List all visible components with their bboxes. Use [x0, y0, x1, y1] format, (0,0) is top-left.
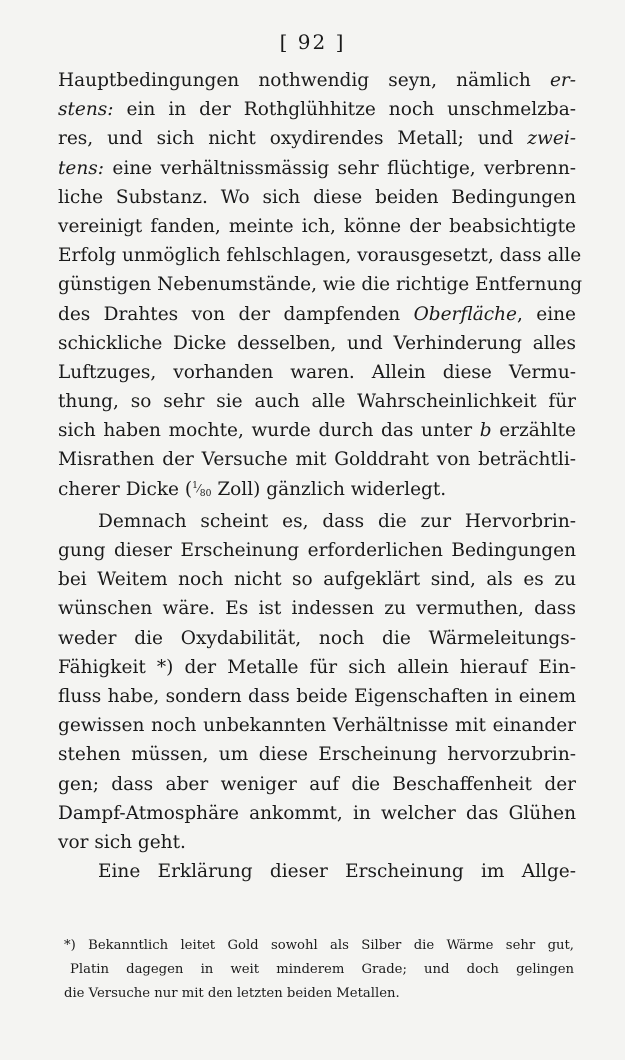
text-line: sich haben mochte, wurde durch das unter b erzählte	[58, 420, 577, 442]
text-line: gen; dass aber weniger auf die Beschaffenheit der	[58, 773, 576, 795]
text-line: fluss habe, sondern dass beide Eigenschaften in einem	[58, 685, 576, 707]
text-line: schickliche Dicke desselben, und Verhinderung alles	[58, 332, 576, 354]
text-line: Misrathen der Versuche mit Golddraht von beträchtli-	[58, 449, 576, 471]
text-line: tens: eine verhältnissmässig sehr flüchtige, verbrenn-	[58, 157, 576, 179]
text-line: des Drahtes von der dampfenden Oberfläche, eine	[58, 303, 576, 325]
text-line: gewissen noch unbekannten Verhältnisse mit einander	[58, 715, 576, 737]
text-line: Fähigkeit *) der Metalle für sich allein hierauf Ein-	[58, 656, 576, 678]
text-line: stens: ein in der Rothglühhitze noch unschmelzba-	[58, 99, 576, 121]
text-line: weder die Oxydabilität, noch die Wärmeleitungs-	[58, 627, 576, 649]
text-line: vor sich geht.	[58, 831, 186, 853]
text-line: cherer Dicke ($^1⁄_{80}$ Zoll) gänzlich widerlegt.	[58, 478, 447, 500]
body-text	[58, 66, 583, 886]
text-line: res, und sich nicht oxydirendes Metall; und zwei-	[58, 128, 576, 150]
text-line: stehen müssen, um diese Erscheinung hervorzubrin-	[58, 744, 576, 766]
text-line: Dampf-Atmosphäre ankommt, in welcher das Glühen	[58, 802, 576, 824]
text-line: günstigen Nebenumstände, wie die richtige Entfernung	[58, 274, 583, 296]
footnote-line: *) Bekanntlich leitet Gold sowohl als Silber die Wärme sehr gut,	[64, 938, 574, 953]
fraction: $^1⁄_{80}$	[192, 480, 212, 499]
text-line: vereinigt fanden, meinte ich, könne der beabsichtigte	[58, 215, 576, 237]
text-line: wünschen wäre. Es ist indessen zu vermuthen, dass	[58, 598, 576, 620]
text-line: Demnach scheint es, dass die zur Hervorbrin-	[98, 510, 576, 532]
text-line: Eine Erklärung dieser Erscheinung im Allge-	[98, 861, 576, 883]
text-line: Luftzuges, vorhanden waren. Allein diese Vermu-	[58, 361, 576, 383]
footnote-line: die Versuche nur mit den letzten beiden Metallen.	[64, 986, 400, 1001]
text-line: Hauptbedingungen nothwendig seyn, nämlich er-	[58, 70, 576, 91]
text-line: bei Weitem noch nicht so aufgeklärt sind, als es zu	[58, 569, 576, 591]
text-line: gung dieser Erscheinung erforderlichen Bedingungen	[58, 540, 576, 561]
text-line: thung, so sehr sie auch alle Wahrscheinlichkeit für	[58, 391, 576, 413]
footnote-line: Platin dagegen in weit minderem Grade; und doch gelingen	[70, 962, 574, 977]
text-line: Erfolg unmöglich fehlschlagen, vorausgesetzt, dass alle	[58, 245, 582, 267]
footnote	[64, 934, 574, 1006]
text-line: liche Substanz. Wo sich diese beiden Bedingungen	[58, 186, 576, 208]
page-number: [ 92 ]	[279, 30, 346, 54]
